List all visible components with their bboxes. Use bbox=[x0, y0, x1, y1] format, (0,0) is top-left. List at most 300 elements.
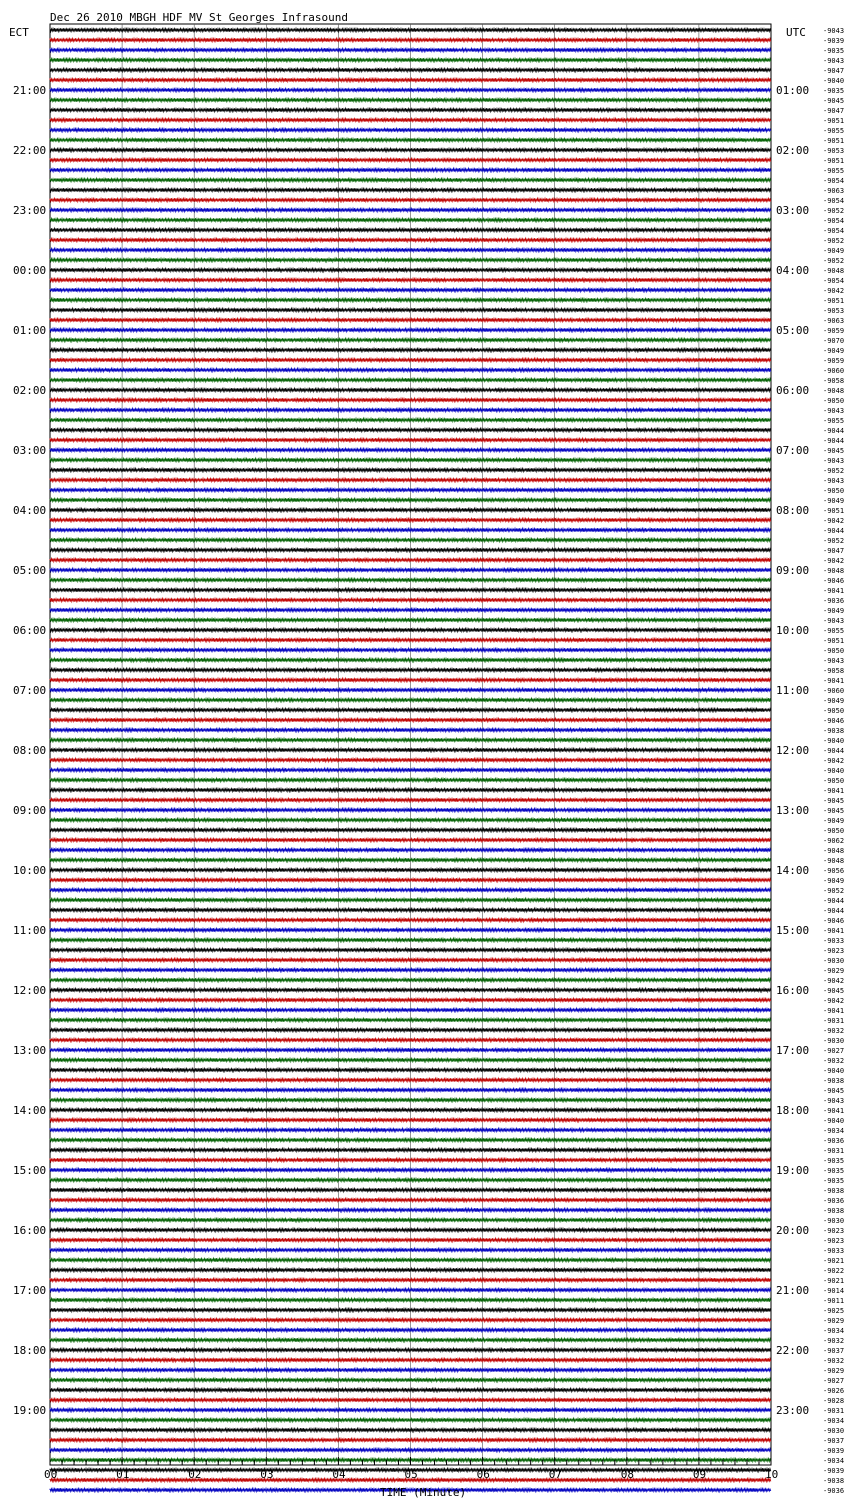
trace-offset-label: -9031 bbox=[823, 1017, 845, 1025]
trace-offset-label: -9050 bbox=[823, 647, 845, 655]
trace-offset-label: -9028 bbox=[823, 1397, 845, 1405]
hour-label-left: 07:00 bbox=[13, 684, 47, 697]
trace-offset-label: -9039 bbox=[823, 1447, 845, 1455]
trace-offset-label: -9044 bbox=[823, 907, 845, 915]
x-tick-label: 06 bbox=[476, 1468, 490, 1481]
trace-119 bbox=[50, 1218, 771, 1222]
trace-offset-label: -9051 bbox=[823, 137, 845, 145]
trace-offset-label: -9058 bbox=[823, 667, 845, 675]
trace-offset-label: -9045 bbox=[823, 97, 845, 105]
hour-label-left: 08:00 bbox=[13, 744, 47, 757]
hour-label-right: 23:00 bbox=[776, 1404, 810, 1417]
trace-offset-label: -9021 bbox=[823, 1277, 845, 1285]
hour-label-right: 12:00 bbox=[776, 744, 810, 757]
hour-label-left: 03:00 bbox=[13, 444, 47, 457]
trace-offset-label: -9030 bbox=[823, 957, 845, 965]
trace-17 bbox=[50, 198, 771, 202]
hour-label-right: 18:00 bbox=[776, 1104, 810, 1117]
trace-offset-label: -9033 bbox=[823, 1247, 845, 1255]
trace-95 bbox=[50, 978, 771, 982]
trace-offset-label: -9043 bbox=[823, 1097, 845, 1105]
x-tick-label: 07 bbox=[548, 1468, 562, 1481]
x-tick-label: 10 bbox=[765, 1468, 779, 1481]
trace-64 bbox=[50, 668, 771, 672]
trace-offset-label: -9045 bbox=[823, 987, 845, 995]
trace-offset-label: -9029 bbox=[823, 1317, 845, 1325]
trace-49 bbox=[50, 518, 771, 522]
trace-offset-label: -9035 bbox=[823, 1177, 845, 1185]
trace-offset-label: -9041 bbox=[823, 677, 845, 685]
trace-24 bbox=[50, 268, 771, 272]
trace-offset-label: -9040 bbox=[823, 1067, 845, 1075]
trace-offset-label: -9055 bbox=[823, 417, 845, 425]
trace-44 bbox=[50, 468, 771, 472]
trace-16 bbox=[50, 188, 771, 192]
trace-offset-label: -9039 bbox=[823, 1467, 845, 1475]
trace-102 bbox=[50, 1048, 771, 1052]
trace-128 bbox=[50, 1308, 771, 1312]
trace-offset-label: -9051 bbox=[823, 297, 845, 305]
trace-18 bbox=[50, 208, 771, 212]
trace-77 bbox=[50, 798, 771, 802]
trace-offset-label: -9031 bbox=[823, 1407, 845, 1415]
trace-2 bbox=[50, 48, 771, 52]
trace-offset-label: -9049 bbox=[823, 607, 845, 615]
trace-offset-label: -9048 bbox=[823, 567, 845, 575]
trace-offset-label: -9042 bbox=[823, 517, 845, 525]
trace-8 bbox=[50, 108, 771, 112]
hour-label-left: 12:00 bbox=[13, 984, 47, 997]
trace-142 bbox=[50, 1448, 771, 1452]
trace-offset-label: -9059 bbox=[823, 357, 845, 365]
trace-offset-label: -9045 bbox=[823, 1087, 845, 1095]
trace-offset-label: -9032 bbox=[823, 1337, 845, 1345]
hour-label-right: 22:00 bbox=[776, 1344, 810, 1357]
trace-59 bbox=[50, 618, 771, 622]
trace-offset-label: -9052 bbox=[823, 537, 845, 545]
x-tick-label: 03 bbox=[260, 1468, 274, 1481]
hour-label-left: 11:00 bbox=[13, 924, 47, 937]
trace-123 bbox=[50, 1258, 771, 1262]
trace-offset-label: -9043 bbox=[823, 407, 845, 415]
hour-label-right: 10:00 bbox=[776, 624, 810, 637]
trace-offset-label: -9041 bbox=[823, 927, 845, 935]
hour-label-left: 13:00 bbox=[13, 1044, 47, 1057]
trace-offset-label: -9036 bbox=[823, 1137, 845, 1145]
trace-30 bbox=[50, 328, 771, 332]
x-tick-label: 01 bbox=[116, 1468, 130, 1481]
trace-104 bbox=[50, 1068, 771, 1072]
trace-offset-label: -9043 bbox=[823, 57, 845, 65]
hour-label-right: 16:00 bbox=[776, 984, 810, 997]
trace-130 bbox=[50, 1328, 771, 1332]
hour-label-left: 22:00 bbox=[13, 144, 47, 157]
trace-offset-label: -9027 bbox=[823, 1377, 845, 1385]
hour-label-left: 23:00 bbox=[13, 204, 47, 217]
trace-offset-label: -9052 bbox=[823, 257, 845, 265]
trace-offset-label: -9054 bbox=[823, 227, 845, 235]
trace-offset-label: -9041 bbox=[823, 787, 845, 795]
trace-47 bbox=[50, 498, 771, 502]
trace-36 bbox=[50, 388, 771, 392]
trace-5 bbox=[50, 78, 771, 82]
trace-71 bbox=[50, 738, 771, 742]
trace-offset-label: -9049 bbox=[823, 697, 845, 705]
trace-92 bbox=[50, 948, 771, 952]
hour-label-right: 02:00 bbox=[776, 144, 810, 157]
trace-offset-label: -9040 bbox=[823, 1117, 845, 1125]
trace-offset-label: -9051 bbox=[823, 117, 845, 125]
trace-offset-label: -9043 bbox=[823, 657, 845, 665]
trace-offset-label: -9050 bbox=[823, 487, 845, 495]
trace-offset-label: -9044 bbox=[823, 747, 845, 755]
trace-33 bbox=[50, 358, 771, 362]
trace-offset-label: -9060 bbox=[823, 687, 845, 695]
trace-offset-label: -9040 bbox=[823, 77, 845, 85]
trace-offset-label: -9044 bbox=[823, 897, 845, 905]
trace-offset-label: -9038 bbox=[823, 727, 845, 735]
trace-offset-label: -9034 bbox=[823, 1127, 845, 1135]
trace-offset-label: -9042 bbox=[823, 977, 845, 985]
trace-96 bbox=[50, 988, 771, 992]
trace-43 bbox=[50, 458, 771, 462]
trace-101 bbox=[50, 1038, 771, 1042]
trace-14 bbox=[50, 168, 771, 172]
trace-offset-label: -9055 bbox=[823, 127, 845, 135]
trace-135 bbox=[50, 1378, 771, 1382]
hour-label-left: 05:00 bbox=[13, 564, 47, 577]
trace-offset-label: -9032 bbox=[823, 1357, 845, 1365]
trace-111 bbox=[50, 1138, 771, 1142]
trace-65 bbox=[50, 678, 771, 682]
trace-58 bbox=[50, 608, 771, 612]
trace-offset-label: -9051 bbox=[823, 157, 845, 165]
trace-41 bbox=[50, 438, 771, 442]
trace-offset-label: -9043 bbox=[823, 457, 845, 465]
trace-offset-label: -9039 bbox=[823, 37, 845, 45]
x-tick-label: 00 bbox=[44, 1468, 58, 1481]
trace-offset-label: -9048 bbox=[823, 857, 845, 865]
trace-offset-label: -9030 bbox=[823, 1217, 845, 1225]
trace-offset-label: -9059 bbox=[823, 327, 845, 335]
trace-offset-label: -9048 bbox=[823, 267, 845, 275]
trace-115 bbox=[50, 1178, 771, 1182]
trace-15 bbox=[50, 178, 771, 182]
trace-offset-label: -9023 bbox=[823, 1227, 845, 1235]
hour-label-right: 04:00 bbox=[776, 264, 810, 277]
trace-offset-label: -9056 bbox=[823, 867, 845, 875]
trace-86 bbox=[50, 888, 771, 892]
trace-76 bbox=[50, 788, 771, 792]
hour-label-left: 14:00 bbox=[13, 1104, 47, 1117]
trace-offset-label: -9045 bbox=[823, 797, 845, 805]
trace-131 bbox=[50, 1338, 771, 1342]
trace-offset-label: -9049 bbox=[823, 497, 845, 505]
trace-80 bbox=[50, 828, 771, 832]
trace-118 bbox=[50, 1208, 771, 1212]
trace-offset-label: -9038 bbox=[823, 1187, 845, 1195]
trace-offset-label: -9043 bbox=[823, 27, 845, 35]
trace-offset-label: -9014 bbox=[823, 1287, 845, 1295]
x-tick-label: 05 bbox=[404, 1468, 418, 1481]
trace-offset-label: -9029 bbox=[823, 1367, 845, 1375]
trace-offset-label: -9060 bbox=[823, 367, 845, 375]
trace-25 bbox=[50, 278, 771, 282]
trace-offset-label: -9049 bbox=[823, 347, 845, 355]
x-tick-label: 08 bbox=[620, 1468, 635, 1481]
hour-label-right: 17:00 bbox=[776, 1044, 810, 1057]
left-timezone-label: ECT bbox=[9, 26, 29, 39]
trace-21 bbox=[50, 238, 771, 242]
trace-offset-label: -9051 bbox=[823, 637, 845, 645]
trace-109 bbox=[50, 1118, 771, 1122]
trace-27 bbox=[50, 298, 771, 302]
trace-offset-label: -9048 bbox=[823, 847, 845, 855]
trace-121 bbox=[50, 1238, 771, 1242]
trace-29 bbox=[50, 318, 771, 322]
trace-offset-label: -9052 bbox=[823, 237, 845, 245]
trace-offset-label: -9044 bbox=[823, 437, 845, 445]
hour-label-right: 11:00 bbox=[776, 684, 810, 697]
trace-offset-label: -9035 bbox=[823, 87, 845, 95]
trace-61 bbox=[50, 638, 771, 642]
hour-label-right: 21:00 bbox=[776, 1284, 810, 1297]
trace-94 bbox=[50, 968, 771, 972]
trace-offset-label: -9030 bbox=[823, 1037, 845, 1045]
trace-72 bbox=[50, 748, 771, 752]
trace-62 bbox=[50, 648, 771, 652]
trace-offset-label: -9053 bbox=[823, 147, 845, 155]
trace-offset-label: -9055 bbox=[823, 167, 845, 175]
trace-offset-label: -9031 bbox=[823, 1147, 845, 1155]
trace-offset-label: -9032 bbox=[823, 1057, 845, 1065]
trace-97 bbox=[50, 998, 771, 1002]
hour-label-left: 04:00 bbox=[13, 504, 47, 517]
trace-106 bbox=[50, 1088, 771, 1092]
trace-31 bbox=[50, 338, 771, 342]
trace-offset-label: -9042 bbox=[823, 557, 845, 565]
trace-offset-label: -9036 bbox=[823, 1487, 845, 1495]
trace-6 bbox=[50, 88, 771, 92]
trace-51 bbox=[50, 538, 771, 542]
trace-99 bbox=[50, 1018, 771, 1022]
trace-offset-label: -9036 bbox=[823, 1197, 845, 1205]
trace-offset-label: -9029 bbox=[823, 967, 845, 975]
trace-offset-label: -9040 bbox=[823, 767, 845, 775]
hour-label-left: 21:00 bbox=[13, 84, 47, 97]
trace-110 bbox=[50, 1128, 771, 1132]
trace-offset-label: -9052 bbox=[823, 467, 845, 475]
x-tick-label: 04 bbox=[332, 1468, 346, 1481]
trace-54 bbox=[50, 568, 771, 572]
hour-label-right: 07:00 bbox=[776, 444, 810, 457]
trace-50 bbox=[50, 528, 771, 532]
x-tick-label: 09 bbox=[692, 1468, 707, 1481]
hour-label-left: 15:00 bbox=[13, 1164, 47, 1177]
trace-offset-label: -9038 bbox=[823, 1477, 845, 1485]
trace-9 bbox=[50, 118, 771, 122]
trace-22 bbox=[50, 248, 771, 252]
trace-offset-label: -9050 bbox=[823, 827, 845, 835]
trace-offset-label: -9042 bbox=[823, 757, 845, 765]
hour-label-right: 20:00 bbox=[776, 1224, 810, 1237]
trace-offset-label: -9052 bbox=[823, 207, 845, 215]
trace-11 bbox=[50, 138, 771, 142]
hour-label-right: 19:00 bbox=[776, 1164, 810, 1177]
trace-125 bbox=[50, 1278, 771, 1282]
trace-103 bbox=[50, 1058, 771, 1062]
trace-32 bbox=[50, 348, 771, 352]
trace-1 bbox=[50, 38, 771, 42]
trace-offset-label: -9046 bbox=[823, 917, 845, 925]
trace-offset-label: -9055 bbox=[823, 627, 845, 635]
trace-136 bbox=[50, 1388, 771, 1392]
hour-label-right: 14:00 bbox=[776, 864, 810, 877]
trace-53 bbox=[50, 558, 771, 562]
trace-offset-label: -9041 bbox=[823, 587, 845, 595]
trace-offset-label: -9044 bbox=[823, 427, 845, 435]
trace-107 bbox=[50, 1098, 771, 1102]
trace-100 bbox=[50, 1028, 771, 1032]
trace-offset-label: -9049 bbox=[823, 247, 845, 255]
trace-134 bbox=[50, 1368, 771, 1372]
trace-offset-label: -9042 bbox=[823, 997, 845, 1005]
trace-122 bbox=[50, 1248, 771, 1252]
trace-38 bbox=[50, 408, 771, 412]
trace-74 bbox=[50, 768, 771, 772]
trace-68 bbox=[50, 708, 771, 712]
trace-offset-label: -9034 bbox=[823, 1417, 845, 1425]
hour-label-right: 06:00 bbox=[776, 384, 810, 397]
hour-label-right: 08:00 bbox=[776, 504, 810, 517]
hour-label-left: 16:00 bbox=[13, 1224, 47, 1237]
trace-offset-label: -9046 bbox=[823, 577, 845, 585]
trace-offset-label: -9030 bbox=[823, 1427, 845, 1435]
trace-3 bbox=[50, 58, 771, 62]
trace-offset-label: -9052 bbox=[823, 887, 845, 895]
trace-offset-label: -9048 bbox=[823, 387, 845, 395]
trace-offset-label: -9033 bbox=[823, 937, 845, 945]
trace-offset-label: -9043 bbox=[823, 617, 845, 625]
trace-offset-label: -9045 bbox=[823, 807, 845, 815]
trace-offset-label: -9063 bbox=[823, 187, 845, 195]
trace-108 bbox=[50, 1108, 771, 1112]
trace-37 bbox=[50, 398, 771, 402]
trace-26 bbox=[50, 288, 771, 292]
trace-offset-label: -9070 bbox=[823, 337, 845, 345]
trace-67 bbox=[50, 698, 771, 702]
hour-label-left: 19:00 bbox=[13, 1404, 47, 1417]
trace-105 bbox=[50, 1078, 771, 1082]
hour-label-right: 13:00 bbox=[776, 804, 810, 817]
trace-98 bbox=[50, 1008, 771, 1012]
hour-label-right: 05:00 bbox=[776, 324, 810, 337]
trace-129 bbox=[50, 1318, 771, 1322]
trace-offset-label: -9022 bbox=[823, 1267, 845, 1275]
hour-label-right: 01:00 bbox=[776, 84, 810, 97]
trace-55 bbox=[50, 578, 771, 582]
right-timezone-label: UTC bbox=[786, 26, 806, 39]
hour-label-left: 00:00 bbox=[13, 264, 47, 277]
trace-offset-label: -9046 bbox=[823, 717, 845, 725]
trace-84 bbox=[50, 868, 771, 872]
trace-73 bbox=[50, 758, 771, 762]
hour-label-left: 09:00 bbox=[13, 804, 47, 817]
trace-35 bbox=[50, 378, 771, 382]
trace-112 bbox=[50, 1148, 771, 1152]
trace-114 bbox=[50, 1168, 771, 1172]
trace-87 bbox=[50, 898, 771, 902]
trace-offset-label: -9054 bbox=[823, 277, 845, 285]
trace-78 bbox=[50, 808, 771, 812]
trace-offset-label: -9058 bbox=[823, 377, 845, 385]
hour-label-left: 01:00 bbox=[13, 324, 47, 337]
trace-120 bbox=[50, 1228, 771, 1232]
hour-label-right: 09:00 bbox=[776, 564, 810, 577]
trace-69 bbox=[50, 718, 771, 722]
trace-117 bbox=[50, 1198, 771, 1202]
trace-offset-label: -9021 bbox=[823, 1257, 845, 1265]
trace-offset-label: -9050 bbox=[823, 397, 845, 405]
trace-offset-label: -9053 bbox=[823, 307, 845, 315]
trace-offset-label: -9036 bbox=[823, 597, 845, 605]
trace-127 bbox=[50, 1298, 771, 1302]
trace-offset-label: -9049 bbox=[823, 817, 845, 825]
trace-23 bbox=[50, 258, 771, 262]
hour-label-left: 06:00 bbox=[13, 624, 47, 637]
hour-label-left: 10:00 bbox=[13, 864, 47, 877]
trace-offset-label: -9037 bbox=[823, 1347, 845, 1355]
trace-42 bbox=[50, 448, 771, 452]
trace-offset-label: -9035 bbox=[823, 1157, 845, 1165]
trace-56 bbox=[50, 588, 771, 592]
hour-label-left: 18:00 bbox=[13, 1344, 47, 1357]
hour-label-right: 03:00 bbox=[776, 204, 810, 217]
trace-offset-label: -9040 bbox=[823, 737, 845, 745]
trace-offset-label: -9054 bbox=[823, 217, 845, 225]
trace-offset-label: -9062 bbox=[823, 837, 845, 845]
trace-offset-label: -9041 bbox=[823, 1107, 845, 1115]
trace-offset-label: -9063 bbox=[823, 317, 845, 325]
trace-offset-label: -9054 bbox=[823, 197, 845, 205]
trace-offset-labels bbox=[823, 27, 844, 1495]
trace-offset-label: -9025 bbox=[823, 1307, 845, 1315]
trace-19 bbox=[50, 218, 771, 222]
trace-57 bbox=[50, 598, 771, 602]
x-tick-label: 02 bbox=[188, 1468, 202, 1481]
trace-offset-label: -9051 bbox=[823, 507, 845, 515]
trace-79 bbox=[50, 818, 771, 822]
trace-offset-label: -9038 bbox=[823, 1207, 845, 1215]
hour-label-left: 17:00 bbox=[13, 1284, 47, 1297]
trace-4 bbox=[50, 68, 771, 72]
trace-66 bbox=[50, 688, 771, 692]
trace-39 bbox=[50, 418, 771, 422]
trace-offset-label: -9023 bbox=[823, 1237, 845, 1245]
trace-offset-label: -9045 bbox=[823, 447, 845, 455]
trace-offset-label: -9037 bbox=[823, 1437, 845, 1445]
trace-offset-label: -9035 bbox=[823, 47, 845, 55]
trace-0 bbox=[50, 28, 771, 32]
trace-offset-label: -9050 bbox=[823, 777, 845, 785]
trace-offset-label: -9042 bbox=[823, 287, 845, 295]
trace-offset-label: -9049 bbox=[823, 877, 845, 885]
x-axis-label: TIME (Minute) bbox=[380, 1486, 467, 1499]
trace-offset-label: -9047 bbox=[823, 67, 845, 75]
trace-offset-label: -9023 bbox=[823, 947, 845, 955]
trace-offset-label: -9026 bbox=[823, 1387, 845, 1395]
hour-label-left: 02:00 bbox=[13, 384, 47, 397]
